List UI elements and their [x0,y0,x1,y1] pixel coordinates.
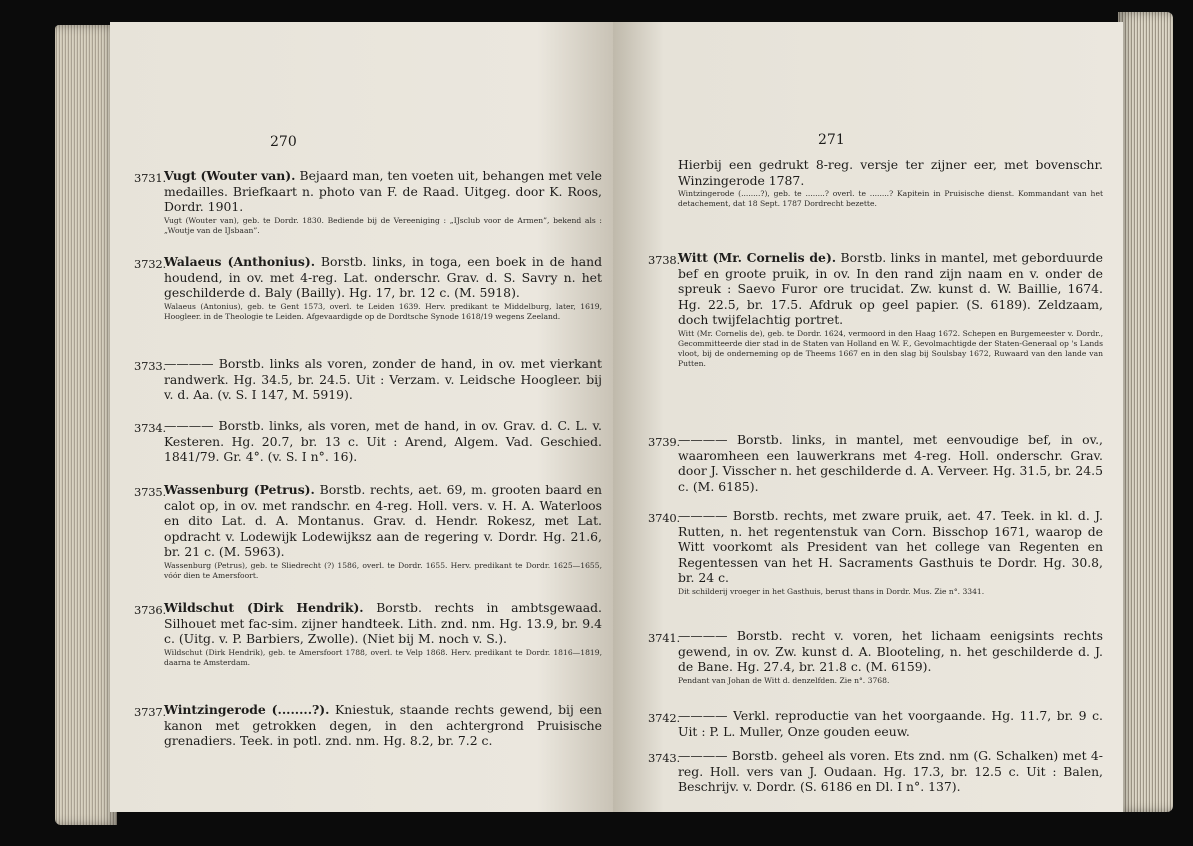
page-number-left: 270 [270,134,297,150]
entry-number: 3736. [134,603,166,617]
entry-head: Walaeus (Anthonius). [164,254,316,269]
entry-text: Borstb. rechts, met zware pruik, aet. 47. Teek. in kl. d. J. Rutten, n. het regentenstuk van Corn. Bisschop 1671, waarop de Witt voorkomt als President van het college van Regenten en Regentessen van het H. Sacraments Gasthuis te Dordr. Hg. 30.8, br. 24 c. [678,508,1103,585]
catalog-entry [134,482,602,581]
left-page-edges [55,25,117,825]
entry-head: ———— [678,432,728,447]
entry-number: 3734. [134,421,166,435]
catalog-entry [648,748,1103,795]
right-page-edges [1118,12,1173,812]
entry-text: Borstb. links, in toga, een boek in de hand houdend, in ov. met 4-reg. Lat. onderschr. Grav. d. S. Savry n. het geschilderde d. Baly (Bailly). Hg. 17, br. 12 c. (M. 5918). [164,254,602,300]
entry-note: Walaeus (Antonius), geb. te Gent 1573, overl. te Leiden 1639. Herv. predikant te Middelburg, later, 1619, Hoogleer. in de Theologie te Leiden. Afgevaardigde op de Dordtsche Synode 1618/19 wegens Zeeland. [164,301,602,321]
entry-text: Borstb. links in mantel, met geborduurde bef en groote pruik, in ov. In den rand zijn naam en v. onder de spreuk : Saevo Furor ore trucidat. Zw. kunst d. W. Baillie, 1674. Hg. 22.5, br. 17.5. Afdruk op geel papier. (S. 6189). Zeldzaam, doch twijfelachtig portret. [678,250,1103,327]
catalog-entry [134,702,602,749]
entry-number: 3742. [648,711,680,725]
entry-number: 3732. [134,257,166,271]
continuation-note: Wintzingerode (........?), geb. te ........? overl. te ........? Kapitein in Pruisische dienst. Kommandant van het detachement, dat 18 Sept. 1787 Dordrecht bezette. [678,189,1103,208]
entry-text: Kniestuk, staande rechts gewend, bij een kanon met getrokken degen, in den achtergrond Pruisische grenadiers. Teek. in potl. znd. nm. Hg. 8.2, br. 7.2 c. [164,702,602,748]
entry-continuation [678,157,1103,209]
entry-note: Wassenburg (Petrus), geb. te Sliedrecht (?) 1586, overl. te Dordr. 1655. Herv. predikant te Dordr. 1625—1655, vóór dien te Amersfoort. [164,560,602,580]
entry-number: 3739. [648,435,680,449]
entry-text: Borstb. links, als voren, met de hand, in ov. Grav. d. C. L. v. Kesteren. Hg. 20.7, br. 13 c. Uit : Arend, Algem. Vad. Geschied. 1841/79. Gr. 4°. (v. S. I n°. 16). [164,418,602,464]
entry-number: 3738. [648,253,680,267]
catalog-entry [648,432,1103,494]
page-number-right: 271 [818,132,845,148]
entry-text: Borstb. rechts, aet. 69, m. grooten baard en calot op, in ov. met randschr. en 4-reg. Holl. vers. v. H. A. Waterloos en dito Lat. d. A. Montanus. Grav. d. Hendr. Rokesz, met Lat. opdracht v. Lodewijk Lodewijksz aan de regering v. Dordr. Hg. 21.6, br. 21 c. (M. 5963). [164,482,602,559]
catalog-entry [134,418,602,465]
entry-number: 3735. [134,485,166,499]
entry-head: ———— [678,708,728,723]
catalog-entry [134,600,602,668]
entry-head: ———— [678,628,728,643]
entry-head: ———— [678,508,728,523]
entry-head: ———— [164,356,214,371]
catalog-entry [134,168,602,236]
right-page [613,22,1123,812]
entry-text: Bejaard man, ten voeten uit, behangen met vele medailles. Briefkaart n. photo van F. de Raad. Uitgeg. door K. Roos, Dordr. 1901. [164,168,602,214]
left-page [110,22,613,812]
entry-note: Wildschut (Dirk Hendrik), geb. te Amersfoort 1788, overl. te Velp 1868. Herv. predikant te Dordr. 1816—1819, daarna te Amsterdam. [164,647,602,667]
entry-text: Borstb. geheel als voren. Ets znd. nm (G. Schalken) met 4-reg. Holl. vers van J. Oudaan. Hg. 17.3, br. 12.5 c. Uit : Balen, Beschrijv. v. Dordr. (S. 6186 en Dl. I n°. 137). [678,748,1103,794]
entry-number: 3740. [648,511,680,525]
entry-head: Wintzingerode (........?). [164,702,330,717]
entry-text: Verkl. reproductie van het voorgaande. Hg. 11.7, br. 9 c. Uit : P. L. Muller, Onze gouden eeuw. [678,708,1103,739]
entry-head: ———— [678,748,728,763]
entry-note: Pendant van Johan de Witt d. denzelfden. Zie n°. 3768. [678,675,890,685]
entry-note: Dit schilderij vroeger in het Gasthuis, berust thans in Dordr. Mus. Zie n°. 3341. [678,586,985,596]
entry-head: Witt (Mr. Cornelis de). [678,250,837,265]
entry-number: 3731. [134,171,166,185]
entry-number: 3741. [648,631,680,645]
entry-note: Witt (Mr. Cornelis de), geb. te Dordr. 1624, vermoord in den Haag 1672. Schepen en Burgemeester v. Dordr., Gecommitteerde dier stad in de Staten van Holland en W. F., Gevolmachtigde der Staten-Generaal op 's Lands vloot, bij de onderneming op de Theems 1667 en in den slag bij Soulsbay 1672, Ruwaard van den lande van Putten. [678,328,1103,368]
entry-number: 3743. [648,751,680,765]
catalog-entry [134,254,602,322]
catalog-entry [648,250,1103,369]
catalog-entry [134,356,602,403]
catalog-entry [648,508,1103,597]
entry-head: Wassenburg (Petrus). [164,482,315,497]
entry-number: 3737. [134,705,166,719]
entry-text: Borstb. recht v. voren, het lichaam eenigsints rechts gewend, in ov. Zw. kunst d. A. Blooteling, n. het geschilderde d. J. de Bane. Hg. 27.4, br. 21.8 c. (M. 6159). [678,628,1103,674]
entry-text: Borstb. links, in mantel, met eenvoudige bef, in ov., waaromheen een lauwerkrans met 4-reg. Holl. onderschr. Grav. door J. Visscher n. het geschilderde d. A. Verveer. Hg. 31.5, br. 24.5 c. (M. 6185). [678,432,1103,494]
entry-note: Vugt (Wouter van), geb. te Dordr. 1830. Bediende bij de Vereeniging : „IJsclub voor de Armen”, bekend als : „Woutje van de IJsbaan”. [164,215,602,235]
continuation-text: Hierbij een gedrukt 8-reg. versje ter zijner eer, met bovenschr. Winzingerode 1787. [678,157,1103,188]
entry-number: 3733. [134,359,166,373]
entry-head: ———— [164,418,214,433]
entry-text: Borstb. links als voren, zonder de hand, in ov. met vierkant randwerk. Hg. 34.5, br. 24.5. Uit : Verzam. v. Leidsche Hoogleer. bij v. d. Aa. (v. S. I 147, M. 5919). [164,356,602,402]
entry-head: Wildschut (Dirk Hendrik). [164,600,364,615]
entry-text: Borstb. rechts in ambtsgewaad. Silhouet met fac-sim. zijner handteek. Lith. znd. nm. Hg. 13.9, br. 9.4 c. (Uitg. v. P. Barbiers, Zwolle). (Niet bij M. noch v. S.). [164,600,602,646]
catalog-entry [648,628,1103,686]
catalog-entry [648,708,1103,739]
entry-head: Vugt (Wouter van). [164,168,296,183]
